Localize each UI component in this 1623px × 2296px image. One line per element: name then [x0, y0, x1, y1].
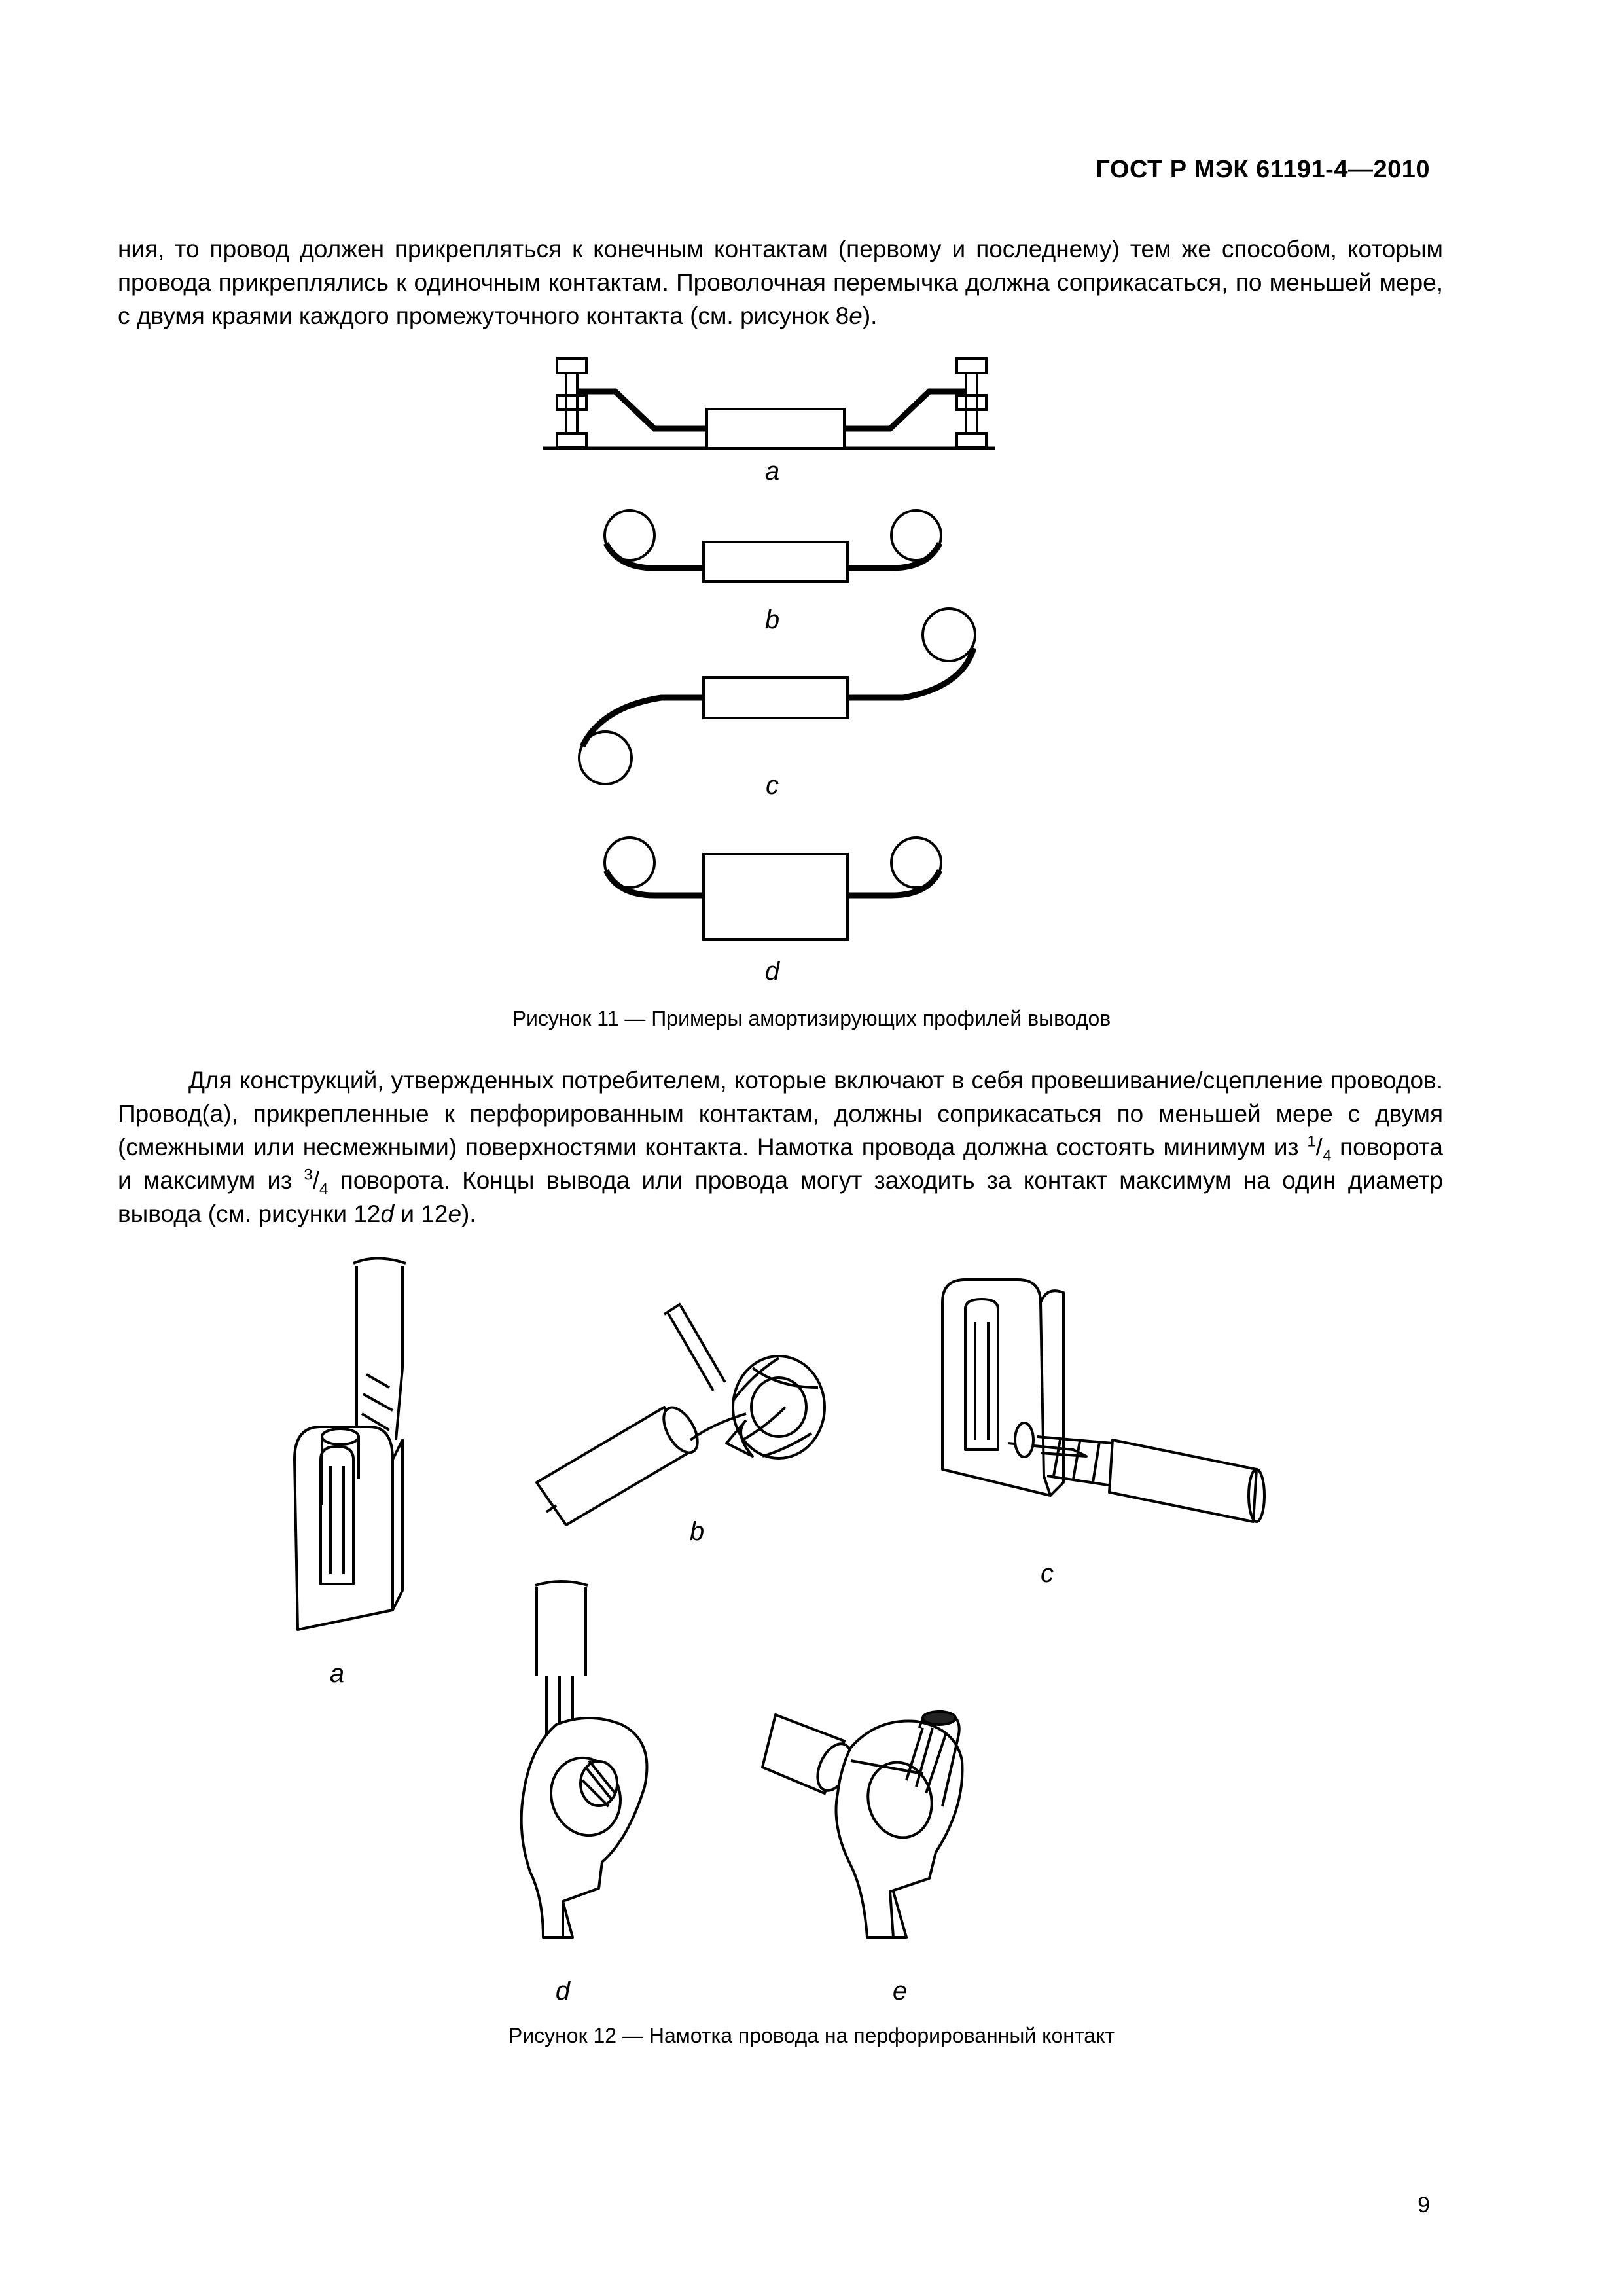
fig11-a-drawing [543, 359, 995, 448]
page-number: 9 [1418, 2193, 1430, 2217]
fig12-label-c: c [1041, 1559, 1054, 1588]
paragraph-1-end: ). [862, 302, 878, 329]
fig12-label-e: e [892, 1977, 908, 2005]
paragraph-2-text-2: поворота и максимум из [118, 1134, 1443, 1194]
paragraph-2-text-3: поворота. Концы вывода или провода могут заходить за контакт максимум на один диаметр вывода (см. рисунки 12 [118, 1167, 1443, 1227]
fig12-label-b: b [689, 1517, 705, 1546]
fig12-b-drawing [537, 1304, 825, 1525]
fig12-c-drawing [942, 1280, 1264, 1522]
fig11-d-drawing [605, 838, 941, 939]
fig11-label-a: a [764, 457, 780, 486]
fig11-label-d: d [764, 957, 780, 986]
fraction-1-denominator: 4 [1322, 1147, 1332, 1165]
fig12-label-a: a [329, 1659, 345, 1688]
paragraph-1-text: ния, то провод должен прикрепляться к конечным контактам (первому и последнему) тем же способом, которым провода прикреплялись к одиночным контактам. Проволочная перемычка должна соприкасаться, по меньшей мере, с двумя краями каждого промежуточного контакта (см. рисунок 8 [118, 236, 1443, 329]
paragraph-2-text-4: и 12 [394, 1200, 448, 1227]
paragraph-1 [118, 232, 1443, 332]
paragraph-2-text-1: Для конструкций, утвержденных потребителем, которые включают в себя провешивание/сцепление проводов. Провод(а), прикрепленные к перфорированным контактам, должны соприкасаться по меньшей мере с двумя (смежными или несмежными) поверхностями контакта. Намотка провода должна состоять минимум из [118, 1067, 1443, 1160]
paragraph-1-figure-ref: е [849, 302, 863, 329]
figure-11-caption: Рисунок 11 — Примеры амортизирующих профилей выводов [512, 1007, 1111, 1030]
fraction-2-denominator: 4 [319, 1180, 329, 1198]
fig11-b-drawing [605, 511, 941, 581]
fig11-label-c: c [766, 771, 779, 800]
paragraph-2-ref-d: d [380, 1200, 395, 1227]
figure-12-caption: Рисунок 12 — Намотка провода на перфорированный контакт [508, 2024, 1115, 2047]
fig12-d-drawing [522, 1581, 647, 1937]
fig12-label-d: d [555, 1977, 571, 2005]
fig11-c-drawing [579, 609, 975, 784]
figure-12-drawing [0, 1244, 1623, 1996]
fig11-label-b: b [764, 605, 780, 634]
paragraph-2-ref-e: e [448, 1200, 462, 1227]
document-header: ГОСТ Р МЭК 61191-4—2010 [1096, 156, 1430, 183]
fraction-2-numerator: 3 [304, 1166, 313, 1184]
figure-11-drawing [0, 347, 1623, 1001]
fig12-a-drawing [294, 1259, 406, 1630]
paragraph-2: Для конструкций, утвержденных потребителем, которые включают в себя провешивание/сцепление проводов. Провод(а), прикрепленные к перфорированным контактам, должны соприкасаться по меньшей мере с двумя (смежными или несмежными) поверхностями контакта. Намотка провода должна состоять минимум из $^1/_4$ поворота и максимум из $^3/_4$ поворота. Концы вывода или провода могут заходить за контакт максимум на один диаметр вывода (см. рисунки 12d и 12e). [118, 1067, 1443, 1227]
paragraph-2-text-5: ). [461, 1200, 476, 1227]
fig12-e-drawing [762, 1712, 963, 1937]
fraction-1-numerator: 1 [1307, 1132, 1316, 1151]
